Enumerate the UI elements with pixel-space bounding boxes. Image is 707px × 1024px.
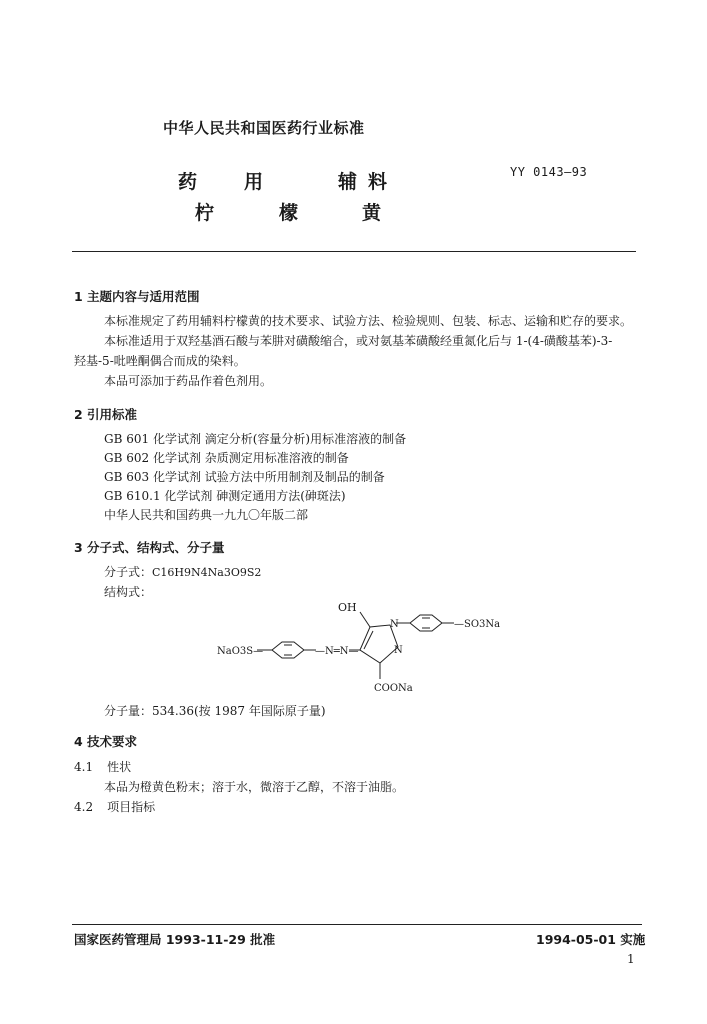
formula-value: C16H9N4Na3O9S2: [152, 566, 262, 579]
molecular-formula: [104, 563, 261, 580]
effective-date: 1994-05-01 实施: [536, 932, 646, 947]
section-2-heading: 2 引用标准: [74, 407, 138, 422]
subsection-4-2: [74, 798, 155, 815]
title-char: 药: [178, 171, 198, 193]
reference-item: GB 602 化学试剂 杂质测定用标准溶液的制备: [104, 451, 349, 465]
title-char: 黄: [362, 202, 382, 224]
title-char: 辅: [338, 171, 358, 193]
subsection-number: 4.2: [74, 800, 94, 814]
title-char: 用: [244, 171, 264, 193]
structural-formula: [210, 595, 520, 695]
section-1-heading: 1 主题内容与适用范围: [74, 289, 200, 304]
subsection-title: 项目指标: [107, 800, 156, 814]
title-char: 柠: [195, 202, 215, 224]
appearance-description: 本品为橙黄色粉末；溶于水，微溶于乙醇，不溶于油脂。: [104, 780, 405, 794]
section-1-paragraph: 本标准适用于双羟基酒石酸与苯肼对磺酸缩合，或对氨基苯磺酸经重氮化后与 1-(4-磺酸基苯)-3-: [104, 334, 613, 348]
subsection-4-1: [74, 758, 131, 775]
section-4-heading: 4 技术要求: [74, 734, 138, 749]
sulfonate-left-label: NaO3S—: [217, 646, 264, 657]
section-1-paragraph: 羟基-5-吡唑酮偶合而成的染料。: [74, 354, 246, 368]
formula-label: 分子式：: [104, 565, 153, 579]
title-char: 檬: [279, 202, 299, 224]
hydroxyl-label: OH: [338, 601, 357, 614]
standard-number: YY 0143—93: [510, 165, 588, 179]
subsection-title: 性状: [107, 760, 132, 774]
carboxylate-label: COONa: [374, 683, 413, 694]
pyrazole-ring: [360, 625, 398, 663]
section-1-paragraph: 本品可添加于药品作着色剂用。: [104, 374, 273, 388]
subsection-number: 4.1: [74, 760, 94, 774]
pyrazole-n2-label: N: [394, 645, 403, 656]
section-3-heading: 3 分子式、结构式、分子量: [74, 540, 225, 555]
reference-item: GB 603 化学试剂 试验方法中所用制剂及制品的制备: [104, 470, 385, 484]
sulfonate-right-label: —SO3Na: [454, 619, 501, 630]
molecular-weight: 分子量：534.36(按 1987 年国际原子量): [104, 704, 326, 718]
title-char: 料: [368, 171, 388, 193]
reference-item: GB 601 化学试剂 滴定分析(容量分析)用标准溶液的制备: [104, 432, 407, 446]
left-benzene-ring: [272, 642, 304, 658]
header-rule: [72, 251, 636, 252]
pharmacopoeia-reference: 中华人民共和国药典一九九〇年版二部: [104, 508, 309, 522]
approval-line: 国家医药管理局 1993-11-29 批准: [74, 932, 276, 947]
reference-item: GB 610.1 化学试剂 砷测定通用方法(砷斑法): [104, 489, 346, 503]
right-benzene-ring: [410, 615, 442, 631]
footer-rule: [72, 924, 642, 925]
issuing-authority-title: 中华人民共和国医药行业标准: [163, 119, 365, 137]
section-1-paragraph: 本标准规定了药用辅料柠檬黄的技术要求、试验方法、检验规则、包装、标志、运输和贮存的要求。: [104, 314, 633, 328]
structure-label: 结构式：: [104, 585, 153, 599]
azo-group-label: —N═N—: [315, 646, 359, 657]
pyrazole-n1-label: N: [390, 619, 399, 630]
page-number: 1: [627, 952, 635, 966]
